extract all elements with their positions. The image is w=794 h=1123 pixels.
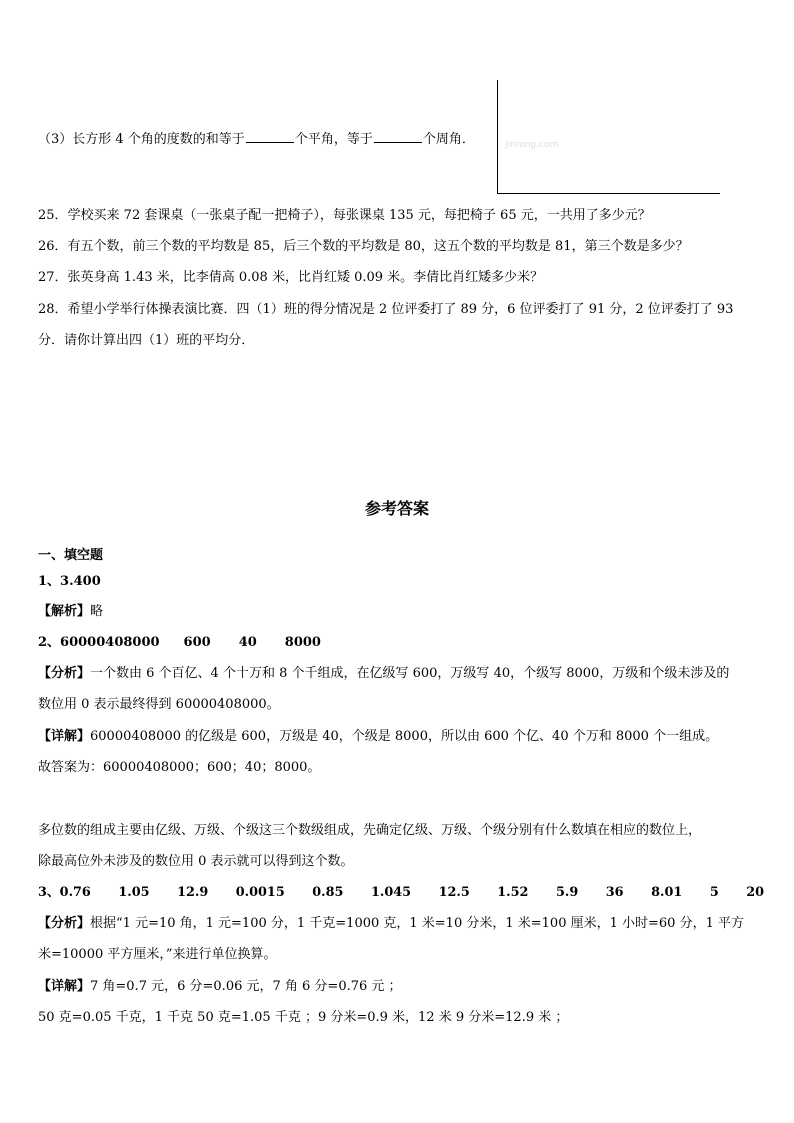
question-3-part <box>38 130 475 149</box>
answer-2-fenxi-line-2: 数位用 0 表示最终得到 60000408000。 <box>38 697 280 712</box>
answer-3 <box>38 884 764 902</box>
analysis-label: 【解析】 <box>38 604 91 619</box>
question-25: 25．学校买来 72 套课桌（一张桌子配一把椅子），每张课桌 135 元，每把椅子 65 元，一共用了多少元？ <box>38 208 651 223</box>
answer-3-value: 20 <box>746 885 765 900</box>
fenxi-label: 【分析】 <box>38 916 91 931</box>
answer-3-xiangjie-line-1 <box>38 978 402 996</box>
answer-blank <box>374 130 422 143</box>
answer-blank <box>246 130 294 143</box>
q3-text-3: 个周角． <box>422 132 475 147</box>
answer-3-fenxi-line-2: 米=10000 平方厘米，”来进行单位换算。 <box>38 947 277 962</box>
answer-3-value: 1.05 <box>118 885 150 900</box>
answer-3-value: 3、0.76 <box>38 885 91 900</box>
answers-title: 参考答案 <box>364 499 429 518</box>
answer-3-value: 1.045 <box>370 885 412 900</box>
question-27: 27．张英身高 1.43 米，比李倩高 0.08 米，比肖红矮 0.09 米。李倩比肖红矮多少米？ <box>38 270 544 285</box>
question-28-line-1: 28．希望小学举行体操表演比赛．四（1）班的得分情况是 2 位评委打了 89 分，6 位评委打了 91 分，2 位评委打了 93 <box>38 302 734 317</box>
xiangjie-label: 【详解】 <box>38 729 91 744</box>
q3-text-1: （3）长方形 4 个角的度数的和等于 <box>38 132 245 147</box>
xiangjie-label: 【详解】 <box>38 979 91 994</box>
section-title: 一、填空题 <box>38 548 104 563</box>
answer-2-value: 40 <box>238 635 257 650</box>
answer-3-value: 1.52 <box>497 885 529 900</box>
xiangjie-text: 60000408000 的亿级是 600，万级是 40，个级是 8000，所以由 600 个亿、40 个万和 8000 个一组成。 <box>90 729 719 744</box>
question-28-line-2: 分．请你计算出四（1）班的平均分． <box>38 333 255 348</box>
right-angle-figure <box>497 80 720 194</box>
answer-3-fenxi-line-1 <box>38 915 744 933</box>
question-26: 26．有五个数，前三个数的平均数是 85，后三个数的平均数是 80，这五个数的平均数是 81，第三个数是多少？ <box>38 239 689 254</box>
answer-2-final: 故答案为：60000408000；600；40；8000。 <box>38 760 321 775</box>
xiangjie-text: 7 角=0.7 元，6 分=0.06 元，7 角 6 分=0.76 元 ； <box>90 979 402 994</box>
answer-3-value: 8.01 <box>651 885 683 900</box>
analysis-text: 略 <box>90 604 104 619</box>
answer-1: 1、3.400 <box>38 574 101 589</box>
watermark-text: jinrong.com <box>505 140 559 150</box>
answer-2-value: 8000 <box>284 635 321 650</box>
fenxi-label: 【分析】 <box>38 666 91 681</box>
answer-3-value: 12.9 <box>177 885 209 900</box>
answer-2-xiangjie <box>38 728 718 746</box>
fenxi-text: 根据“1 元=10 角，1 元=100 分，1 千克=1000 克，1 米=10 分米，1 米=100 厘米，1 小时=60 分，1 平方 <box>90 916 744 931</box>
answer-2-value: 2、60000408000 <box>38 635 160 650</box>
answer-3-xiangjie-line-2: 50 克=0.05 千克，1 千克 50 克=1.05 千克 ；9 分米=0.9 米，12 米 9 分米=12.9 米 ； <box>38 1010 569 1025</box>
answer-3-value: 5 <box>709 885 719 900</box>
answer-3-value: 5.9 <box>555 885 579 900</box>
answer-2-fenxi-line-1 <box>38 665 729 683</box>
answer-2-value: 600 <box>183 635 211 650</box>
answer-2-summary-line-2: 除最高位外未涉及的数位用 0 表示就可以得到这个数。 <box>38 854 354 869</box>
answer-3-value: 12.5 <box>438 885 470 900</box>
answer-3-value: 36 <box>605 885 624 900</box>
answer-2-summary-line-1: 多位数的组成主要由亿级、万级、个级这三个数级组成，先确定亿级、万级、个级分别有什么数填在相应的数位上， <box>38 823 702 838</box>
answer-1-analysis <box>38 603 103 621</box>
answer-3-value: 0.0015 <box>235 885 285 900</box>
answer-2 <box>38 634 321 652</box>
answer-3-value: 0.85 <box>312 885 344 900</box>
fenxi-text: 一个数由 6 个百亿、4 个十万和 8 个千组成，在亿级写 600，万级写 40，个级写 8000，万级和个级未涉及的 <box>90 666 730 681</box>
q3-text-2: 个平角，等于 <box>294 132 373 147</box>
